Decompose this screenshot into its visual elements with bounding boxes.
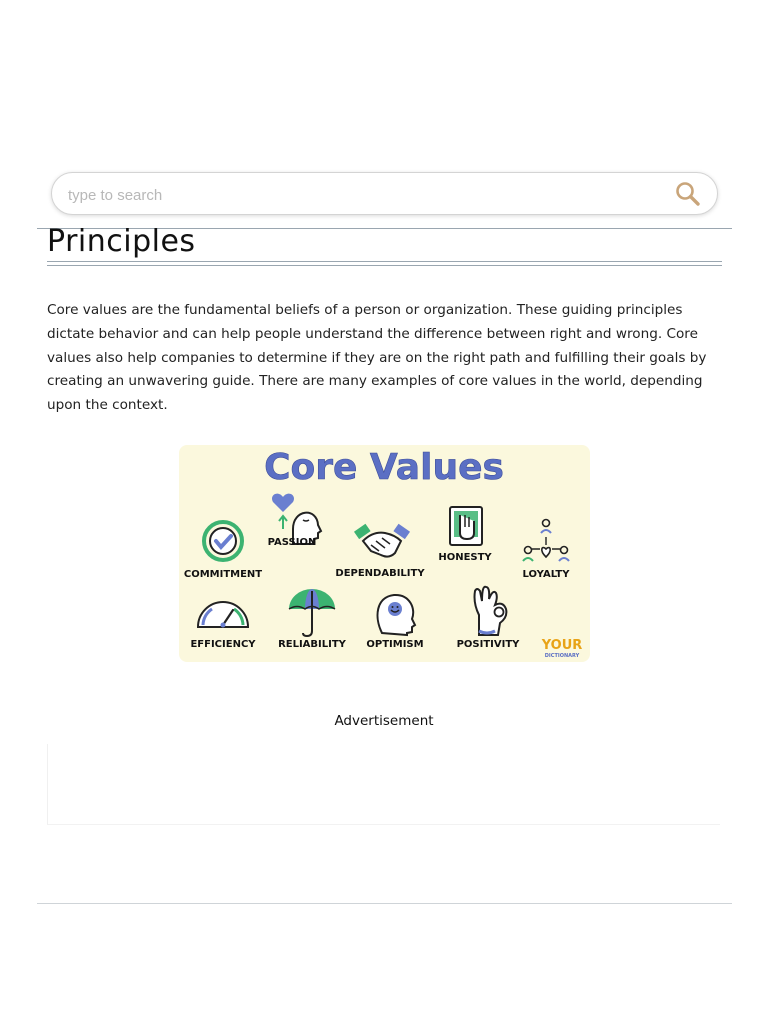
smile-head-icon xyxy=(378,595,415,635)
value-label-passion: PASSION xyxy=(267,537,317,548)
hand-on-book-icon xyxy=(450,507,482,545)
value-label-commitment: COMMITMENT xyxy=(183,569,263,580)
ok-hand-icon xyxy=(475,587,507,635)
value-label-optimism: OPTIMISM xyxy=(366,639,424,650)
page-title: Principles xyxy=(47,224,196,259)
gauge-icon xyxy=(198,602,248,628)
value-label-dependability: DEPENDABILITY xyxy=(335,568,425,579)
search-bar xyxy=(51,172,718,215)
value-label-honesty: HONESTY xyxy=(438,552,492,563)
core-values-infographic xyxy=(179,445,590,662)
value-label-loyalty: LOYALTY xyxy=(522,569,570,580)
bottom-divider xyxy=(37,903,732,904)
article-paragraph: Core values are the fundamental beliefs of a person or organization. These guiding principles dictate behavior and can help people understand the difference between right and wrong. Core values also help companies to determine if they are on the right path and fulfilling their goals by creating an unwavering guide. There are many examples of core values in the world, depending upon the context. xyxy=(47,302,707,414)
search-input[interactable] xyxy=(66,182,650,208)
value-label-efficiency: EFFICIENCY xyxy=(190,639,256,650)
title-underline xyxy=(47,261,722,266)
infographic-title: Core Values xyxy=(264,447,504,488)
search-icon[interactable] xyxy=(675,181,701,207)
people-network-icon xyxy=(523,520,569,562)
advertisement-label: Advertisement xyxy=(334,713,434,729)
brand-logo-primary: YOUR xyxy=(541,638,583,653)
umbrella-icon xyxy=(289,589,335,636)
brand-logo-secondary: DICTIONARY xyxy=(544,653,580,659)
value-label-positivity: POSITIVITY xyxy=(456,639,520,650)
advertisement-slot[interactable] xyxy=(47,744,720,825)
handshake-icon xyxy=(354,524,410,557)
check-circle-icon xyxy=(204,522,242,560)
value-label-reliability: RELIABILITY xyxy=(278,639,346,650)
